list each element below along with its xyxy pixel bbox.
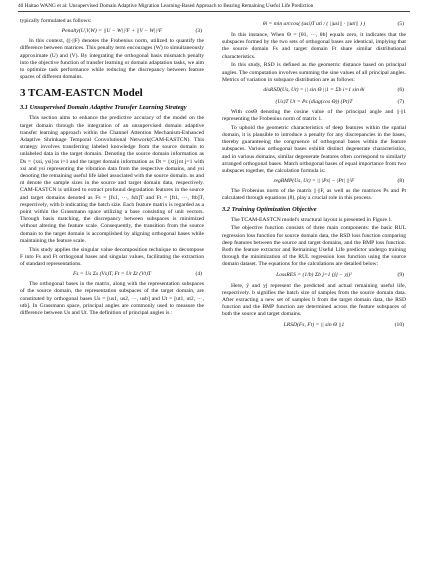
section-heading: 3 TCAM-EASTCN Model [20, 87, 143, 100]
equation-9 [222, 271, 406, 280]
equation-number: (5) [397, 21, 404, 27]
equation-expression: LRSD(Fs, Ft) = || sin Θ ||1 [283, 321, 345, 328]
paragraph: The objective function consists of three main components: the basic RUL regression loss function for source domain data, the RSD loss function comparing deep features between the source and target domains, and the BMP loss function. Both the feature extractor and Remaining Useful Life predictor undergo training through the minimization of the RUL regression loss function using the source domain dataset. The equations for the calculations are detailed below: [222, 225, 406, 268]
equation-number: (4) [195, 271, 202, 278]
equation-6 [222, 86, 406, 95]
equation-expression: Fs = Us Σs (Vs)T, Ft = Ut Σt (Vt)T [72, 271, 152, 278]
paragraph: To uphold the geometric characteristics of deep features within the spatial domain, it is plausible to introduce a penalty for any discrepancies in the bases, thereby guaranteeing the congruence of orthogonal bases within the feature subspaces. Various orthogonal bases exhibit distinct degenerate characteristics, and in various domains, similar degenerate features often correspond to similarly arranged orthogonal bases. Match orthogonal bases of equal importance from two subspaces together, the calculation formula is: [222, 124, 406, 175]
equation-expression: θi = min arccos( (usi)T uti / ( ||usi|| · ||uti|| ) ) [262, 21, 366, 27]
equation-expression: disRSD(Us, Ut) = || sin Θ ||1 = Σb i=1 sin θi [263, 86, 365, 93]
equation-number: (10) [394, 321, 404, 328]
paragraph: In this context, (||·||F) denotes the Frobenius norm, utilized to quantify the difference between matrices. This penalty term encourages (W) to simultaneously approximate (U) and (V). By integrating the orthogonal basis mismatch penalty into the objective function of transfer learning or domain adaptation tasks, we aim to optimize task performance while reducing the discrepancy between feature spaces of different domains. [20, 38, 204, 81]
paragraph: This section aims to enhance the predictive accuracy of the model on the target domain through the integration of an unsupervised domain adaptive transfer learning approach within the Channel Attention Mechanism-Enhanced Adaptive Shrinkage Temporal Convolutional Network(CAM-EASTCN). This strategy involves transferring labeled knowledge from the source domain to unlabeled data in the target domain. Denoting the source domain information as Ds = {xsi, ysi}ns i=1 and the target domain information as Dt = {xtj}nt j=1 with xsi and ysi representing the vibration data from the respective domains, and ysi denoting the remaining useful life label associated with the source domain. ns and nt denote the sample sizes in the source and target domain data, respectively. CAM-EASTCN is utilized to extract profound degradation features in the source and target domains denoted as Fs = [fs1, ···, fsb]T and Ft = [ft1, ···, ftb]T, respectively, with b indicating the batch size. Each feature matrix is regarded as a point within the Grassmann space utilizing a base consisting of unit vectors. Through basis matching, the discrepancy between subspaces is minimized without altering the feature scale. Consequently, the transition from the source domain to the target domain is accomplished by aligning orthogonal bases while maintaining the feature scale. [20, 115, 204, 244]
paragraph: In this instance, When Θ = [θ1, ···, θb] equals zero, it indicates that the subspaces formed by the two sets of orthogonal bases are identical, implying that the source domain Fs and target domain Ft share similar distributional characteristics. [222, 32, 406, 60]
running-header: 40 Haitao WANG et al: Unsupervised Domain Adaptive Migration Learning-Based Approach to Bearing Remaining Useful Life Prediction [18, 3, 410, 12]
equation-8 [222, 177, 406, 185]
equation-number: (8) [397, 178, 404, 185]
equation-5 [222, 20, 406, 29]
paragraph: Here, ŷ and yj represent the predicted and actual remaining useful life, respectively. b signifies the batch size of samples from the source domain data. After extracting a new set of samples b from the target domain data, the RSD function and the BMP function are determined across the feature subspaces of both the source and target domains. [222, 282, 406, 318]
equation-expression: LossRES = (1/b) Σb j=1 (ŷj − yj)² [276, 271, 352, 278]
paragraph: With cosΘ denoting the cosine value of the principal angle and ||·||1 representing the Frobenius norm of matrix 1. [222, 108, 406, 123]
equation-4 [20, 270, 204, 278]
equation-number: (3) [195, 28, 202, 35]
paragraph: The orthogonal bases in the matrix, along with the representation subspaces of the source domain, the representation subspaces of the target domain, are constituted by orthogonal bases Us = [us1, us2, ···, usb] and Ut = [ut1, ut2, ···, utb]. In Grassmann space, principal angles are commonly used to measure the difference between Us and Ut. The definition of principal angles is : [20, 281, 204, 316]
equation-expression: regBMP(Us, Ut) = || |Ps| − |Pt| ||²F [273, 178, 355, 185]
left-column [20, 18, 204, 319]
paragraph: The Frobenius norm of the matrix ||·||F, as well as the matrices Ps and Pt calculated through equations (8), play a crucial role in this process. [222, 188, 406, 202]
paragraph: In this study, RSD is defined as the geometric distance based on principal angles. The computation involves summing the sine values of all principal angles. Metrics of variation in subspace distribution are as follows: [222, 62, 406, 83]
equation-expression: Penalty(U,V,W) = ||U − W||²F + ||V − W||²F [61, 28, 163, 35]
paragraph: The TCAM-EASTCN model's structural layout is presented in Figure 1. [231, 216, 393, 223]
equation-number: (7) [397, 98, 404, 105]
paragraph: This study applies the singular value decomposition technique to decompose F into Fs and Ft orthogonal bases and singular values, facilitating the extraction of standard representations. [20, 246, 204, 267]
equation-number: (9) [397, 271, 404, 278]
equation-expression: (Us)T Ut = Ps (diag(cos Θ)) (Pt)T [275, 98, 353, 105]
equation-3 [20, 27, 204, 35]
subsection-heading: 3.1 Unsupervised Domain Adaptive Transfer Learning Strategy [20, 104, 187, 112]
subsection-heading: 3.2 Training Optimization Objective [222, 205, 317, 213]
paragraph: typically formulated as follows: [20, 18, 92, 24]
equation-7 [222, 98, 406, 106]
equation-10 [222, 321, 406, 329]
right-column [222, 18, 406, 332]
equation-number: (6) [397, 86, 404, 93]
